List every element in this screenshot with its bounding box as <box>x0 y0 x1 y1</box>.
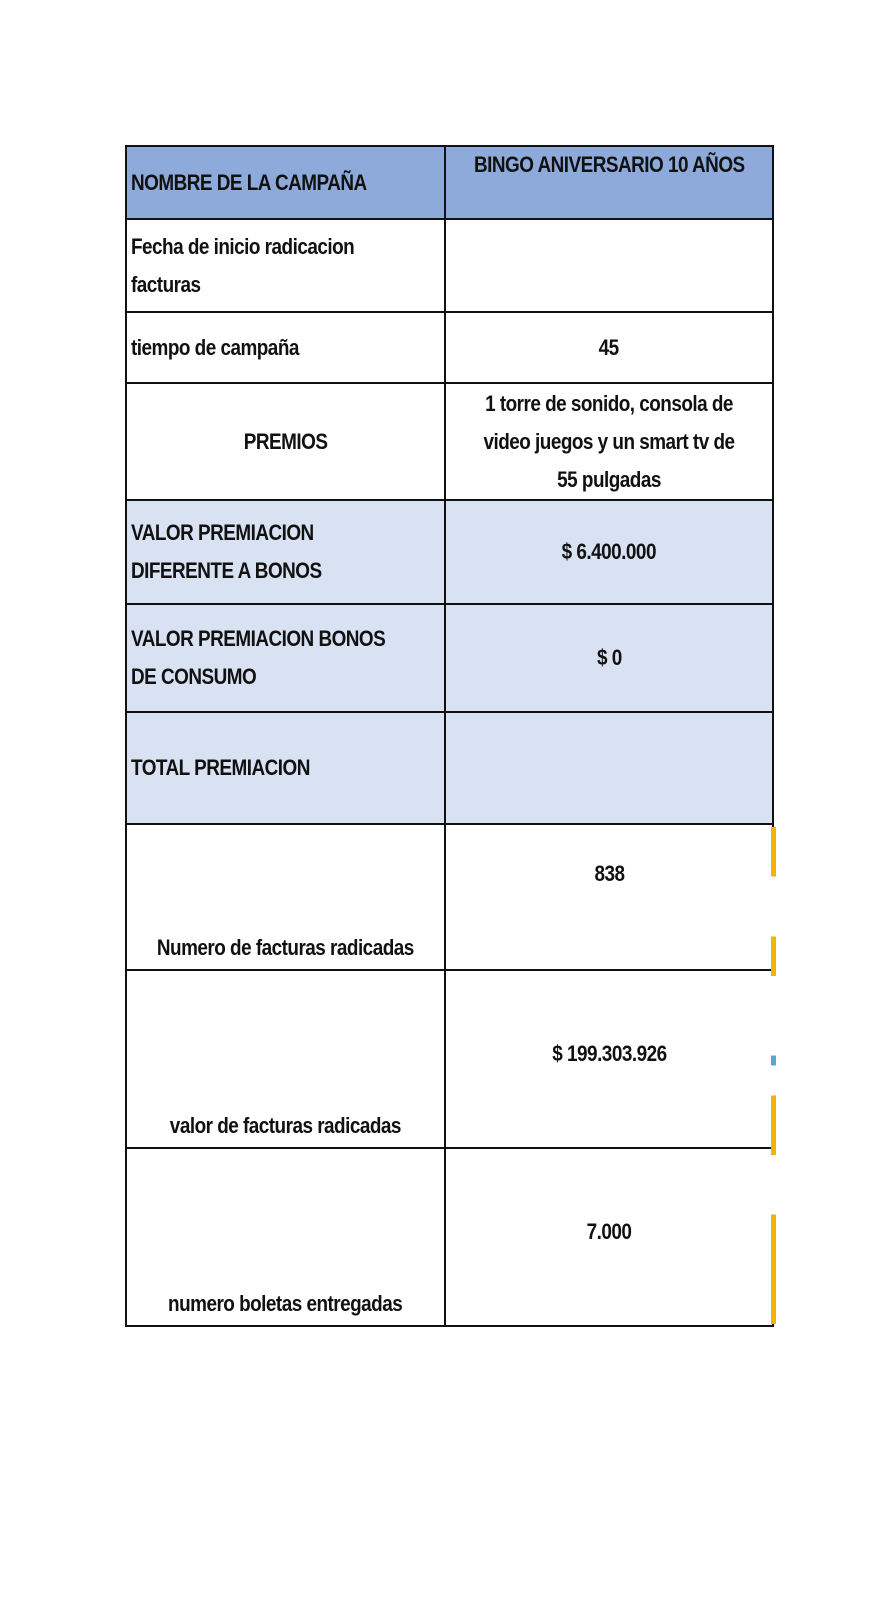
prize-value-other-label-cell <box>126 500 445 604</box>
prizes-value-cell <box>445 383 773 500</box>
prize-value-bonus-label-cell <box>126 604 445 712</box>
campaign-name-value-cell <box>445 146 773 219</box>
partial-image-edge <box>771 827 776 1324</box>
invoice-count-value-cell <box>445 824 773 970</box>
ballots-label: numero boletas entregadas <box>168 1291 403 1316</box>
campaign-time-label-cell <box>126 312 445 383</box>
total-prize-label: TOTAL PREMIACION <box>131 755 310 780</box>
campaign-time-label: tiempo de campaña <box>131 334 299 360</box>
campaign-table <box>125 145 774 1327</box>
prize-value-bonus-label: VALOR PREMIACION BONOS DE CONSUMO <box>131 626 386 689</box>
total-prize-label-cell <box>126 712 445 824</box>
campaign-time-value-cell <box>445 312 773 383</box>
campaign-name-label: NOMBRE DE LA CAMPAÑA <box>131 169 367 195</box>
table-row <box>126 970 773 1148</box>
table-row <box>126 500 773 604</box>
table-row <box>126 312 773 383</box>
start-date-label-cell <box>126 219 445 312</box>
invoice-count-value: 838 <box>593 861 624 886</box>
prize-value-other-label: VALOR PREMIACION DIFERENTE A BONOS <box>131 520 322 583</box>
table-row <box>126 219 773 312</box>
invoice-count-label: Numero de facturas radicadas <box>157 935 414 960</box>
prizes-label-cell <box>126 383 445 500</box>
table-row <box>126 383 773 500</box>
prize-value-other-value: $ 6.400.000 <box>561 539 657 564</box>
start-date-label: Fecha de inicio radicacion facturas <box>131 233 355 297</box>
invoice-value-label-cell <box>126 970 445 1148</box>
invoice-value-label: valor de facturas radicadas <box>169 1113 402 1138</box>
prize-value-bonus-value-cell <box>445 604 773 712</box>
prize-value-bonus-value: $ 0 <box>596 645 622 670</box>
invoice-value-value: $ 199.303.926 <box>551 1041 667 1066</box>
prize-value-other-value-cell <box>445 500 773 604</box>
ballots-value: 7.000 <box>586 1219 632 1244</box>
campaign-time-value: 45 <box>598 334 619 360</box>
table-row <box>126 1148 773 1326</box>
invoice-value-value-cell <box>445 970 773 1148</box>
ballots-value-cell <box>445 1148 773 1326</box>
table-row <box>126 604 773 712</box>
campaign-name-label-cell <box>126 146 445 219</box>
table-row <box>126 824 773 970</box>
table-row <box>126 146 773 219</box>
total-prize-value-cell <box>445 712 773 824</box>
prizes-label: PREMIOS <box>243 428 328 454</box>
campaign-name-value: BINGO ANIVERSARIO 10 AÑOS <box>473 152 745 177</box>
start-date-value-cell <box>445 219 773 312</box>
ballots-label-cell <box>126 1148 445 1326</box>
table-row <box>126 712 773 824</box>
prizes-value: 1 torre de sonido, consola de video juegos y un smart tv de 55 pulgadas <box>483 390 735 492</box>
invoice-count-label-cell <box>126 824 445 970</box>
